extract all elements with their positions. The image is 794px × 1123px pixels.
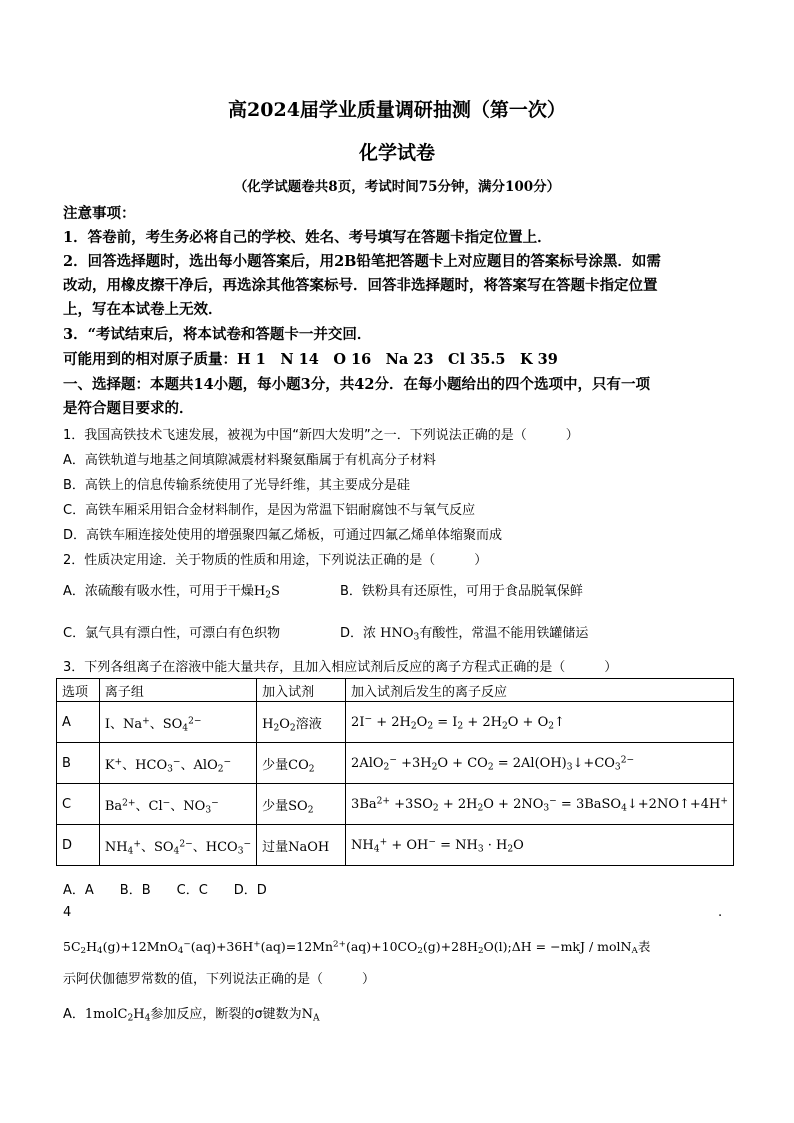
option-cell: C <box>57 784 100 825</box>
q4-dot: . <box>718 905 723 920</box>
table-header-reagent: 加入试剂 <box>257 679 346 702</box>
q4-equation: $5C_2H_4(g)+12MnO_4^-(aq)+36H^+(aq)=12Mn^{2+}(aq)+10CO_2(g)+28H_2O(l);\Delta H = -mkJ$ / molN$_A$表 <box>63 939 651 957</box>
q1-option-a: A．高铁轨道与地基之间填隙减震材料聚氨酯属于有机高分子材料 <box>63 453 436 468</box>
q2-option-d: D．浓 $HNO_3$有酸性，常温不能用铁罐储运 <box>340 626 589 643</box>
ion-group-cell: $Ba^{2+}$、Cl−、$NO_3^-$ <box>99 784 256 825</box>
table-header-reaction: 加入试剂后发生的离子反应 <box>346 679 734 702</box>
table-row <box>57 825 734 866</box>
table-header-ions: 离子组 <box>99 679 256 702</box>
q1-stem: 1．我国高铁技术飞速发展，被视为中国“新四大发明”之一．下列说法正确的是（ ） <box>63 428 579 443</box>
section-1-line-2: 是符合题目要求的． <box>63 400 194 417</box>
atomic-masses: 可能用到的相对原子质量：H 1 N 14 O 16 Na 23 Cl 35.5 K 39 <box>63 351 558 368</box>
q2-option-a: A．浓硫酸有吸水性，可用于干燥$H_2S$ <box>63 584 280 601</box>
q2-stem: 2．性质决定用途．关于物质的性质和用途，下列说法正确的是（ ） <box>63 553 488 568</box>
notice-item-2-line-2: 改动，用橡皮擦干净后，再选涂其他答案标号．回答非选择题时，将答案写在答题卡指定位置 <box>63 277 658 294</box>
reagent-cell: 少量$SO_2$ <box>257 784 346 825</box>
q1-option-d: D．高铁车厢连接处使用的增强聚四氟乙烯板，可通过四氟乙烯单体缩聚而成 <box>63 528 503 543</box>
section-1-line-1: 一、选择题：本题共14小题，每小题3分，共42分．在每小题给出的四个选项中，只有一项 <box>63 376 650 393</box>
option-cell: D <box>57 825 100 866</box>
notice-item-2-line-3: 上，写在本试卷上无效． <box>63 301 223 318</box>
option-cell: B <box>57 743 100 784</box>
q2-option-b: B．铁粉具有还原性，可用于食品脱氧保鲜 <box>340 584 583 599</box>
q3-stem: 3．下列各组离子在溶液中能大量共存，且加入相应试剂后反应的离子方程式正确的是（ ） <box>63 660 618 675</box>
notice-heading: 注意事项： <box>63 205 136 222</box>
reaction-cell: $2I^- + 2H_2O_2 = I_2 + 2H_2O$ + $O_2↑$ <box>346 702 734 743</box>
exam-info: （化学试题卷共8页，考试时间75分钟，满分100分） <box>233 179 561 195</box>
reaction-cell: $2AlO_2^- +3H_2O + CO_2$ = $2Al(OH)_3↓+CO_3^{2-}$ <box>346 743 734 784</box>
table-row <box>57 784 734 825</box>
q3-answer-options: A．A B．B C．C D．D <box>63 883 267 898</box>
reaction-cell: $3Ba^{2+} +3SO_2 + 2H_2O + 2NO_3^-$ = 3BaSO$_4$↓+2NO↑+4H+ <box>346 784 734 825</box>
notice-item-1: 1．答卷前，考生务必将自己的学校、姓名、考号填写在答题卡指定位置上． <box>63 229 552 246</box>
q1-option-c: C．高铁车厢采用铝合金材料制作，是因为常温下铝耐腐蚀不与氧气反应 <box>63 503 476 518</box>
q4-number: 4 <box>63 905 72 920</box>
exam-title: 高2024届学业质量调研抽测（第一次） <box>228 99 566 121</box>
ion-group-cell: K+、$HCO_3^-$、AlO$_2$− <box>99 743 256 784</box>
reagent-cell: 过量NaOH <box>257 825 346 866</box>
reagent-cell: $H_2O_2$溶液 <box>257 702 346 743</box>
reaction-cell: $NH_4^+ + OH^- = NH_3 \cdot H_2O$ <box>346 825 734 866</box>
exam-subject: 化学试卷 <box>358 142 435 164</box>
table-row <box>57 702 734 743</box>
ion-group-cell: I、Na+、$SO_4^{2-}$ <box>99 702 256 743</box>
notice-item-2-line-1: 2．回答选择题时，选出每小题答案后，用2B铅笔把答题卡上对应题目的答案标号涂黑．如需 <box>63 253 661 270</box>
q3-table <box>56 678 734 866</box>
table-header-row <box>57 679 734 702</box>
notice-item-3: 3．“考试结束后，将本试卷和答题卡一并交回． <box>63 326 372 343</box>
ion-group-cell: $NH_4^+$、$SO_4^{2-}$、$HCO_3^-$ <box>99 825 256 866</box>
table-header-option: 选项 <box>57 679 100 702</box>
q4-stem: 示阿伏伽德罗常数的值，下列说法正确的是（ ） <box>63 972 376 987</box>
q1-option-b: B．高铁上的信息传输系统使用了光导纤维，其主要成分是硅 <box>63 478 410 493</box>
q2-option-c: C．氯气具有漂白性，可漂白有色织物 <box>63 626 281 641</box>
option-cell: A <box>57 702 100 743</box>
q4-option-a: A．$1molC_2H_4$参加反应，断裂的σ键数为$N_A$ <box>63 1007 320 1024</box>
reagent-cell: 少量$CO_2$ <box>257 743 346 784</box>
table-row <box>57 743 734 784</box>
